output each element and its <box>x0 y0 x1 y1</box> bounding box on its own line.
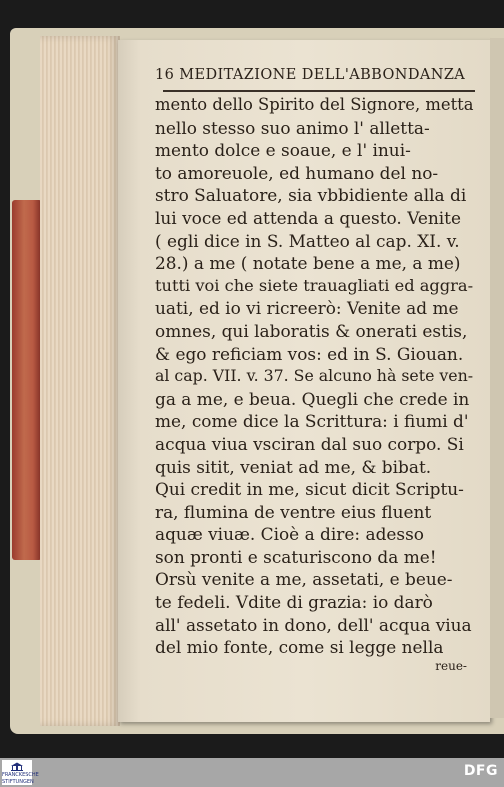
text-lines <box>155 94 480 659</box>
text-line: 28.) a me ( notate bene a me, a me) <box>155 253 461 274</box>
facing-page-edge <box>490 38 504 718</box>
text-line: ra, flumina de ventre eius fluent <box>155 501 432 522</box>
text-line: Orsù venite a me, assetati, e beue- <box>155 569 453 590</box>
text-line: te fedeli. Vdite di grazia: io darò <box>155 592 433 613</box>
page-stack-edge <box>40 36 120 726</box>
dfg-logo[interactable]: DFG <box>463 763 498 779</box>
text-line: to amoreuole, ed humano del no- <box>155 162 439 183</box>
marbled-cover-edge <box>12 200 42 560</box>
text-line: tutti voi che siete trauagliati ed aggra- <box>155 275 474 295</box>
text-line: ( egli dice in S. Matteo al cap. XI. v. <box>155 230 460 251</box>
building-icon <box>10 762 24 772</box>
text-line: del mio fonte, come si legge nella <box>155 637 444 658</box>
institution-logo[interactable] <box>2 760 39 785</box>
text-line: nello stesso suo animo l' alletta- <box>155 117 430 138</box>
header-rule <box>163 90 475 92</box>
catchword: reue- <box>435 658 467 673</box>
text-line: omnes, qui laboratis & onerati estis, <box>155 320 468 341</box>
text-line: all' assetato in dono, dell' acqua viua <box>155 614 472 635</box>
text-line: aquæ viuæ. Cioè a dire: adesso <box>155 524 424 545</box>
text-line: lui voce ed attenda a questo. Venite <box>155 207 461 228</box>
page-text-block <box>155 64 480 673</box>
text-line: me, come dice la Scrittura: i fiumi d' <box>155 411 469 432</box>
text-line: uati, ed io vi ricreerò: Venite ad me <box>155 298 459 319</box>
running-header: 16 MEDITAZIONE DELL'ABBONDANZA <box>155 67 466 83</box>
text-line: ga a me, e beua. Quegli che crede in <box>155 388 470 409</box>
viewer-footer <box>0 758 504 787</box>
text-line: mento dello Spirito del Signore, metta <box>155 95 474 114</box>
text-line: quis sitit, veniat ad me, & bibat. <box>155 456 432 477</box>
institution-logo-label: FRANCKESCHE STIFTUNGEN <box>2 772 39 785</box>
text-line: stro Saluatore, sia vbbidiente alla di <box>155 185 467 206</box>
text-line: mento dolce e soaue, e l' inui- <box>155 140 411 161</box>
text-line: son pronti e scaturiscono da me! <box>155 546 437 567</box>
text-line: al cap. VII. v. 37. Se alcuno hà sete ven- <box>155 366 474 386</box>
text-line: & ego reficiam vos: ed in S. Giouan. <box>155 343 464 364</box>
text-line: acqua viua vsciran dal suo corpo. Si <box>155 433 464 454</box>
text-line: Qui credit in me, sicut dicit Scriptu- <box>155 479 464 500</box>
